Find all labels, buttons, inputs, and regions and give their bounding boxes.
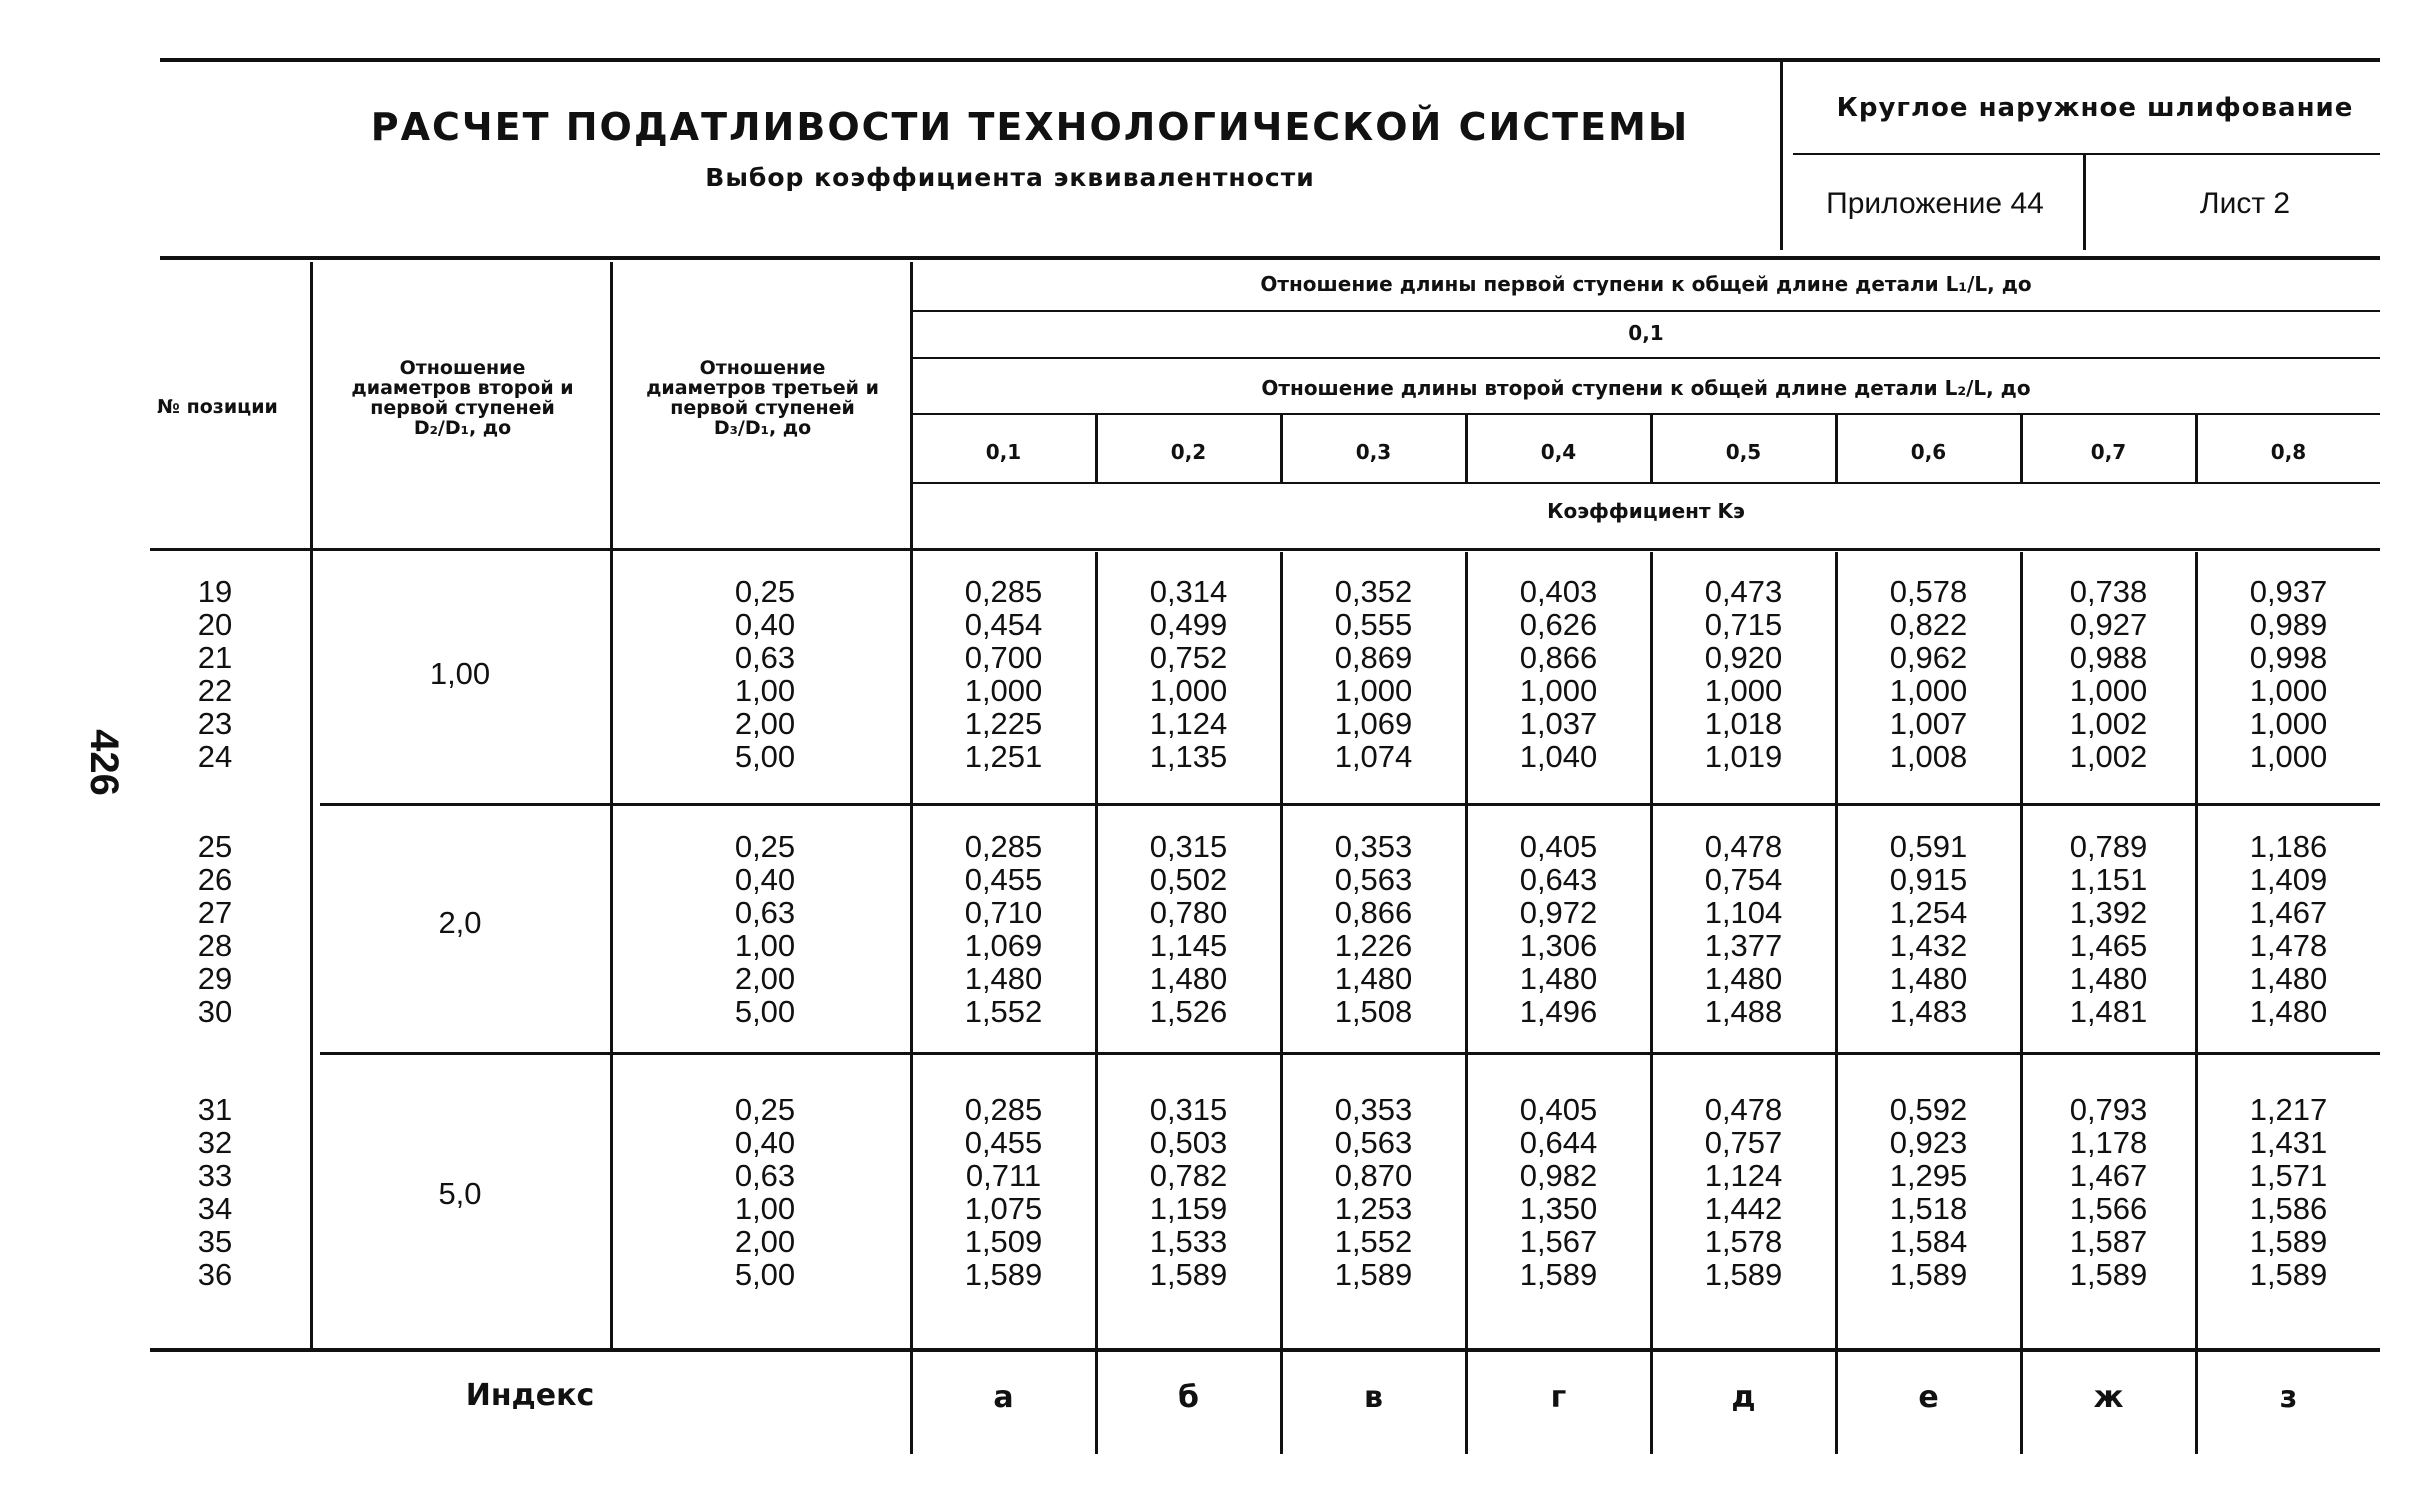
coefficient-values: 0,789 1,151 1,392 1,465 1,480 1,481 [2069, 829, 2148, 1029]
l2-values-rule [912, 482, 2380, 484]
index-value: з [2279, 1380, 2298, 1415]
col-d3-header: Отношение диаметров третьей и первой ступеней D₃/D₁, до [646, 357, 879, 439]
coefficient-values: 1,186 1,409 1,467 1,478 1,480 1,480 [2249, 829, 2328, 1029]
coefficient-values: 0,738 0,927 0,988 1,000 1,002 1,002 [2069, 574, 2148, 774]
d3-values: 0,25 0,40 0,63 1,00 2,00 5,00 [734, 829, 796, 1029]
coefficient-values: 0,352 0,555 0,869 1,000 1,069 1,074 [1334, 574, 1413, 774]
index-value: ж [2093, 1380, 2124, 1415]
l2-value: 0,8 [2270, 440, 2307, 464]
col-position-header: № позиции [157, 396, 278, 418]
l1-value: 0,1 [1628, 321, 1664, 345]
d2-value: 2,0 [438, 905, 482, 940]
index-value: а [993, 1380, 1014, 1415]
coefficient-values: 0,315 0,502 0,780 1,145 1,480 1,526 [1149, 829, 1228, 1029]
l2-value: 0,7 [2090, 440, 2127, 464]
d3-values: 0,25 0,40 0,63 1,00 2,00 5,00 [734, 574, 796, 774]
l1-rule [912, 310, 2380, 312]
index-label: Индекс [465, 1378, 595, 1413]
coefficient-values: 0,403 0,626 0,866 1,000 1,037 1,040 [1519, 574, 1598, 774]
index-value: в [1364, 1380, 1383, 1415]
sheet-label: Лист 2 [2199, 187, 2291, 220]
position-numbers: 25 26 27 28 29 30 [197, 829, 233, 1029]
coefficient-values: 0,285 0,455 0,710 1,069 1,480 1,552 [964, 829, 1043, 1029]
table-bottom-rule [150, 1348, 2380, 1352]
coefficient-values: 0,315 0,503 0,782 1,159 1,533 1,589 [1149, 1092, 1228, 1292]
d2-value: 5,0 [438, 1176, 482, 1211]
block-sep-1 [320, 803, 2380, 806]
coefficient-values: 1,217 1,431 1,571 1,586 1,589 1,589 [2249, 1092, 2328, 1292]
document-title: РАСЧЕТ ПОДАТЛИВОСТИ ТЕХНОЛОГИЧЕСКОЙ СИСТЕМЫ [370, 105, 1690, 149]
coefficient-values: 0,591 0,915 1,254 1,432 1,480 1,483 [1889, 829, 1968, 1029]
index-value: е [1918, 1380, 1939, 1415]
coefficient-values: 0,353 0,563 0,870 1,253 1,552 1,589 [1334, 1092, 1413, 1292]
d2-value: 1,00 [429, 656, 491, 691]
l2-value: 0,6 [1910, 440, 1947, 464]
coefficient-values: 0,285 0,455 0,711 1,075 1,509 1,589 [964, 1092, 1043, 1292]
position-numbers: 19 20 21 22 23 24 [197, 574, 233, 774]
l2-value: 0,1 [985, 440, 1022, 464]
coefficient-values: 0,793 1,178 1,467 1,566 1,587 1,589 [2069, 1092, 2148, 1292]
coefficient-values: 0,473 0,715 0,920 1,000 1,018 1,019 [1704, 574, 1783, 774]
header-divider [1780, 60, 1783, 250]
d3-values: 0,25 0,40 0,63 1,00 2,00 5,00 [734, 1092, 796, 1292]
appendix-label: Приложение 44 [1826, 187, 2044, 220]
l2-value: 0,3 [1355, 440, 1392, 464]
page-number: 426 [81, 729, 126, 796]
coefficient-values: 0,285 0,454 0,700 1,000 1,225 1,251 [964, 574, 1043, 774]
table-top-rule [160, 256, 2380, 260]
l2-group-header: Отношение длины второй ступени к общей длине детали L₂/L, до [1261, 376, 2031, 400]
header-bottom-rule [150, 548, 2380, 551]
document-subtitle: Выбор коэффициента эквивалентности [705, 163, 1315, 192]
l2-value: 0,4 [1540, 440, 1577, 464]
coefficient-values: 0,353 0,563 0,866 1,226 1,480 1,508 [1334, 829, 1413, 1029]
coefficient-header: Коэффициент Kэ [1547, 499, 1745, 523]
coefficient-values: 0,478 0,757 1,124 1,442 1,578 1,589 [1704, 1092, 1783, 1292]
index-value: г [1550, 1380, 1567, 1415]
process-name: Круглое наружное шлифование [1836, 93, 2354, 123]
l2-value: 0,5 [1725, 440, 1762, 464]
l1-group-header: Отношение длины первой ступени к общей длине детали L₁/L, до [1260, 272, 2032, 296]
vline-1 [310, 262, 313, 1348]
top-rule [160, 58, 2380, 62]
coefficient-values: 0,592 0,923 1,295 1,518 1,584 1,589 [1889, 1092, 1968, 1292]
position-numbers: 31 32 33 34 35 36 [197, 1092, 233, 1292]
l2-rule [912, 413, 2380, 415]
index-value: д [1731, 1380, 1756, 1415]
block-sep-2 [320, 1052, 2380, 1055]
coefficient-values: 0,578 0,822 0,962 1,000 1,007 1,008 [1889, 574, 1968, 774]
coefficient-values: 0,937 0,989 0,998 1,000 1,000 1,000 [2249, 574, 2328, 774]
l2-value: 0,2 [1170, 440, 1207, 464]
coefficient-values: 0,314 0,499 0,752 1,000 1,124 1,135 [1149, 574, 1228, 774]
header-right-rule [1793, 153, 2380, 155]
col-d2-header: Отношение диаметров второй и первой ступеней D₂/D₁, до [351, 357, 574, 439]
coefficient-values: 0,405 0,644 0,982 1,350 1,567 1,589 [1519, 1092, 1598, 1292]
coefficient-values: 0,405 0,643 0,972 1,306 1,480 1,496 [1519, 829, 1598, 1029]
l1-value-rule [912, 357, 2380, 359]
appendix-divider [2083, 155, 2086, 250]
coefficient-values: 0,478 0,754 1,104 1,377 1,480 1,488 [1704, 829, 1783, 1029]
index-value: б [1178, 1380, 1199, 1415]
